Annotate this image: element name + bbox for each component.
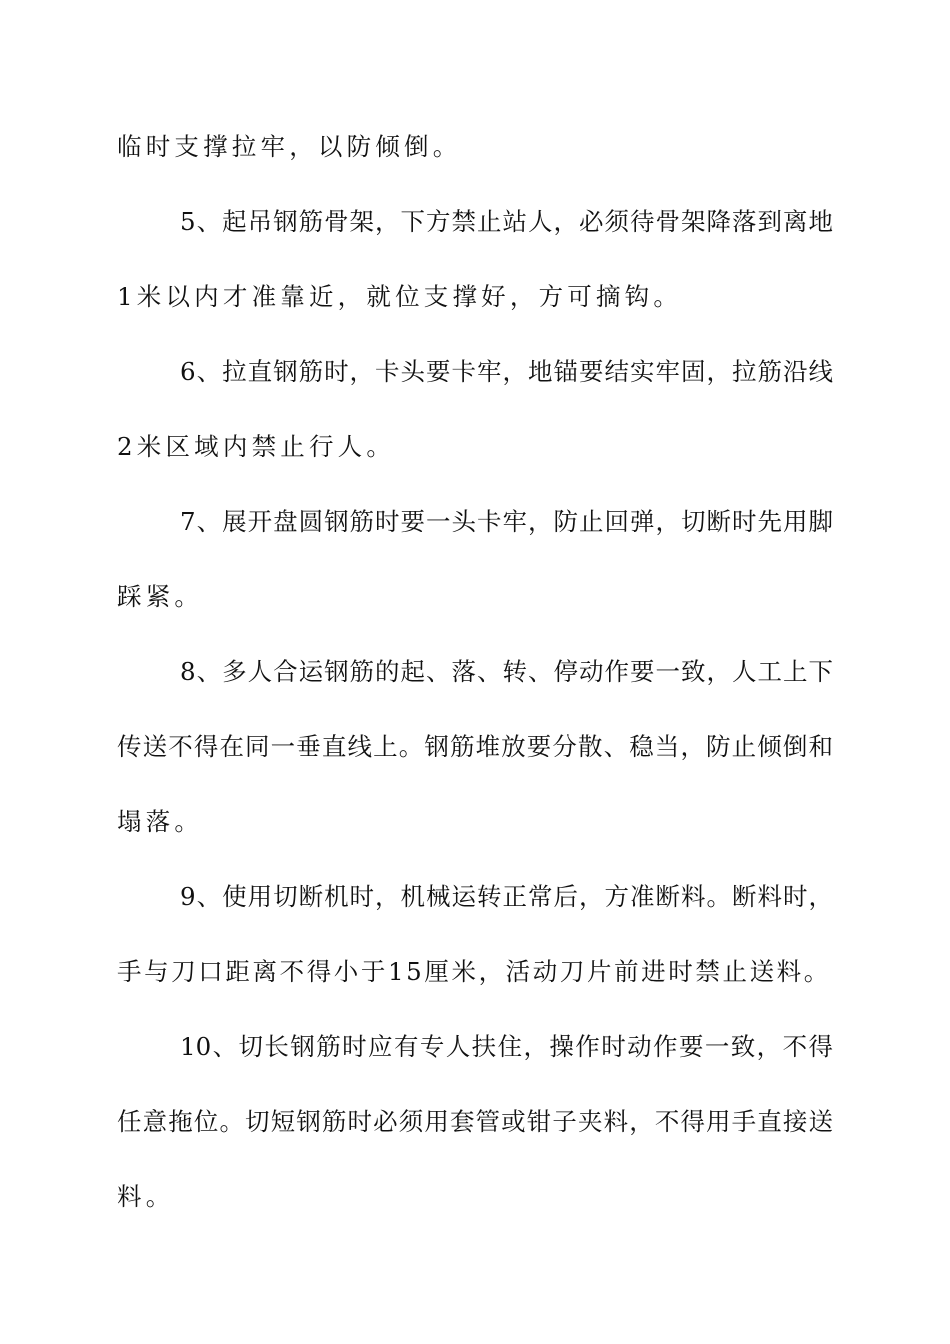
text-line-7: 踩紧。	[117, 582, 204, 611]
text-line-10: 塌落。	[117, 807, 204, 836]
text-line-6: 7、展开盘圆钢筋时要一头卡牢，防止回弹，切断时先用脚	[180, 507, 833, 536]
text-line-13: 10、切长钢筋时应有专人扶住，操作时动作要一致，不得	[180, 1032, 833, 1061]
text-line-2: 5、起吊钢筋骨架，下方禁止站人，必须待骨架降落到离地	[180, 207, 833, 236]
text-line-12: 手与刀口距离不得小于15厘米，活动刀片前进时禁止送料。	[117, 957, 831, 986]
text-line-5: 2米区域内禁止行人。	[117, 432, 396, 461]
text-line-3: 1米以内才准靠近，就位支撑好，方可摘钩。	[117, 282, 683, 311]
text-line-4: 6、拉直钢筋时，卡头要卡牢，地锚要结实牢固，拉筋沿线	[180, 357, 833, 386]
text-line-14: 任意拖位。切短钢筋时必须用套管或钳子夹料，不得用手直接送	[117, 1107, 833, 1136]
text-line-9: 传送不得在同一垂直线上。钢筋堆放要分散、稳当，防止倾倒和	[117, 732, 833, 761]
text-line-15: 料。	[117, 1182, 175, 1211]
text-line-8: 8、多人合运钢筋的起、落、转、停动作要一致，人工上下	[180, 657, 833, 686]
text-line-11: 9、使用切断机时，机械运转正常后，方准断料。断料时，	[180, 882, 833, 911]
text-line-1: 临时支撑拉牢，以防倾倒。	[117, 132, 462, 161]
